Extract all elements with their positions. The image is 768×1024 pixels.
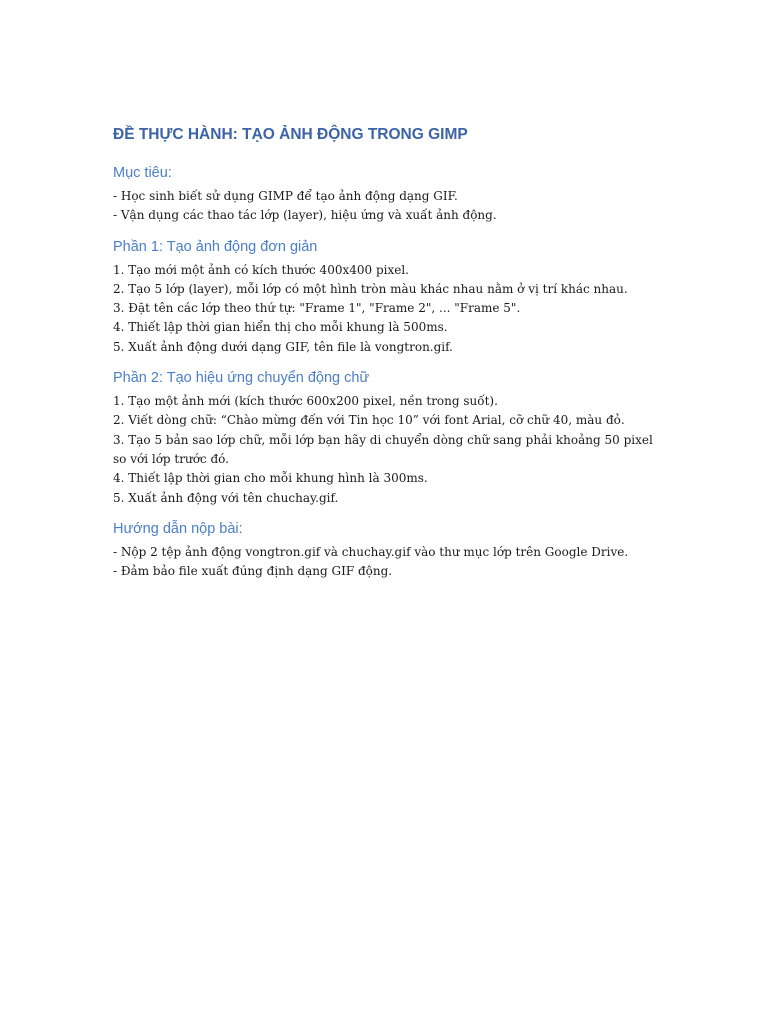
section-line: - Học sinh biết sử dụng GIMP để tạo ảnh động dạng GIF. [113, 189, 458, 203]
section-heading: Hướng dẫn nộp bài: [113, 520, 243, 537]
section-line: 4. Thiết lập thời gian cho mỗi khung hình là 300ms. [113, 471, 428, 486]
section-line: 1. Tạo mới một ảnh có kích thước 400x400 pixel. [113, 262, 409, 277]
section-line: 2. Tạo 5 lớp (layer), mỗi lớp có một hình tròn màu khác nhau nằm ở vị trí khác nhau. [113, 281, 628, 296]
section-line: 1. Tạo một ảnh mới (kích thước 600x200 pixel, nền trong suốt). [113, 394, 498, 409]
section-heading: Mục tiêu: [113, 165, 172, 181]
section-line: - Vận dụng các thao tác lớp (layer), hiệu ứng và xuất ảnh động. [113, 208, 497, 223]
section-line: - Nộp 2 tệp ảnh động vongtron.gif và chuchay.gif vào thư mục lớp trên Google Drive. [113, 544, 629, 559]
section-line: 5. Xuất ảnh động dưới dạng GIF, tên file là vongtron.gif. [113, 339, 453, 354]
section-line: 3. Tạo 5 bản sao lớp chữ, mỗi lớp bạn hãy di chuyển dòng chữ sang phải khoảng 50 pixel so với lớp trước đó. [113, 432, 653, 466]
section-heading: Phần 1: Tạo ảnh động đơn giản [113, 238, 318, 255]
section-line: 5. Xuất ảnh động với tên chuchay.gif. [113, 490, 339, 505]
section-line: - Đảm bảo file xuất đúng định dạng GIF động. [113, 564, 393, 579]
section-heading: Phần 2: Tạo hiệu ứng chuyển động chữ [113, 370, 370, 387]
section-line: 3. Đặt tên các lớp theo thứ tự: "Frame 1", "Frame 2", ... "Frame 5". [113, 301, 521, 316]
section-submission [113, 519, 653, 582]
document-page [113, 124, 653, 592]
section-part-1 [113, 237, 653, 357]
document-title: ĐỀ THỰC HÀNH: TẠO ẢNH ĐỘNG TRONG GIMP [113, 126, 468, 143]
section-part-2 [113, 368, 653, 508]
section-line: 2. Viết dòng chữ: “Chào mừng đến với Tin học 10” với font Arial, cỡ chữ 40, màu đỏ. [113, 413, 625, 428]
section-line: 4. Thiết lập thời gian hiển thị cho mỗi khung là 500ms. [113, 320, 448, 335]
section-objectives [113, 163, 653, 226]
